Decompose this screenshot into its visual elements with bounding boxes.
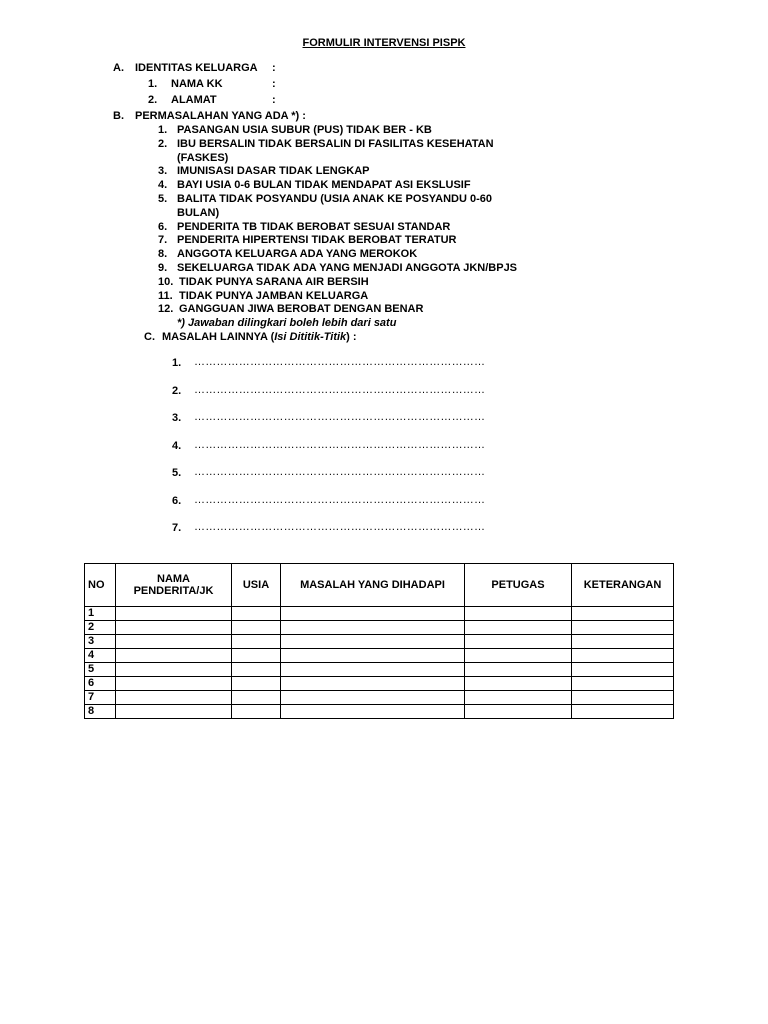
row-number: 4 [85, 649, 116, 663]
table-cell[interactable] [572, 705, 674, 719]
table-cell[interactable] [281, 607, 465, 621]
table-cell[interactable] [116, 607, 232, 621]
table-cell[interactable] [116, 635, 232, 649]
table-cell[interactable] [232, 663, 281, 677]
problem-number: 1. [158, 124, 168, 136]
problem-number: 12. [158, 303, 174, 316]
problem-number: 2. [158, 137, 168, 150]
section-c-letter: C. [144, 331, 155, 343]
section-c-label-suffix: ) : [346, 331, 357, 343]
intervention-table [84, 563, 674, 719]
table-cell[interactable] [465, 635, 572, 649]
problem-text: IMUNISASI DASAR TIDAK LENGKAP [177, 165, 370, 178]
problem-list [158, 124, 518, 317]
form-title: FORMULIR INTERVENSI PISPK [302, 37, 466, 49]
section-c-label-prefix: MASALAH LAINNYA ( [162, 331, 275, 343]
problem-item [158, 165, 518, 179]
problem-text: PASANGAN USIA SUBUR (PUS) TIDAK BER - KB [177, 124, 432, 136]
row-number: 1 [85, 607, 116, 621]
table-cell[interactable] [281, 663, 465, 677]
table-row [85, 663, 674, 677]
table-cell[interactable] [281, 691, 465, 705]
table-row [85, 649, 674, 663]
multiple-answer-note: *) Jawaban dilingkari boleh lebih dari satu [177, 317, 397, 329]
problem-number: 10. [158, 275, 174, 288]
fill-in-dots[interactable]: …………………………………………………………………… [194, 383, 486, 396]
table-cell[interactable] [281, 705, 465, 719]
fill-in-dots[interactable]: …………………………………………………………………… [194, 356, 486, 368]
other-problem-number: 1. [172, 357, 182, 369]
problem-item [158, 262, 518, 276]
fill-in-dots[interactable]: …………………………………………………………………… [194, 466, 486, 478]
table-cell[interactable] [232, 705, 281, 719]
problem-number: 5. [158, 192, 168, 205]
table-cell[interactable] [281, 635, 465, 649]
problem-item [158, 248, 518, 262]
table-cell[interactable] [572, 677, 674, 691]
table-cell[interactable] [116, 705, 232, 719]
problem-text: BALITA TIDAK POSYANDU (USIA ANAK KE POSYANDU 0-60 BULAN) [177, 192, 492, 219]
column-header-keterangan: KETERANGAN [572, 564, 674, 607]
table-cell[interactable] [465, 691, 572, 705]
table-cell[interactable] [232, 677, 281, 691]
table-cell[interactable] [116, 621, 232, 635]
problem-text: IBU BERSALIN TIDAK BERSALIN DI FASILITAS KESEHATAN (FASKES) [177, 137, 494, 164]
problem-item [158, 193, 518, 221]
problem-number: 7. [158, 234, 168, 247]
row-number: 2 [85, 621, 116, 635]
table-cell[interactable] [232, 691, 281, 705]
fill-in-dots[interactable]: …………………………………………………………………… [194, 493, 486, 506]
other-problem-number: 3. [172, 412, 182, 424]
section-b-letter: B. [113, 110, 124, 122]
table-cell[interactable] [116, 677, 232, 691]
table-cell[interactable] [232, 649, 281, 663]
column-header-petugas: PETUGAS [465, 564, 572, 607]
fill-in-dots[interactable]: …………………………………………………………………… [194, 438, 486, 451]
problem-item [158, 138, 518, 166]
table-cell[interactable] [572, 607, 674, 621]
column-header-masalah: MASALAH YANG DIHADAPI [281, 564, 465, 607]
table-cell[interactable] [116, 649, 232, 663]
field-nama-kk-colon: : [272, 78, 276, 90]
table-row [85, 677, 674, 691]
problem-number: 9. [158, 261, 168, 274]
field-alamat-label: ALAMAT [171, 94, 217, 106]
problem-text: ANGGOTA KELUARGA ADA YANG MEROKOK [177, 248, 418, 261]
fill-in-dots[interactable]: …………………………………………………………………… [194, 411, 486, 423]
row-number: 3 [85, 635, 116, 649]
section-a-label: IDENTITAS KELUARGA [135, 62, 258, 74]
problem-text: PENDERITA HIPERTENSI TIDAK BEROBAT TERATUR [177, 234, 457, 247]
section-a-colon: : [272, 62, 276, 74]
table-cell[interactable] [232, 635, 281, 649]
table-cell[interactable] [116, 663, 232, 677]
problem-number: 8. [158, 248, 168, 261]
table-cell[interactable] [465, 663, 572, 677]
table-cell[interactable] [281, 649, 465, 663]
table-cell[interactable] [465, 677, 572, 691]
problem-item [158, 234, 518, 248]
field-alamat-num: 2. [148, 94, 158, 106]
section-a-letter: A. [113, 62, 124, 74]
other-problem-number: 6. [172, 494, 182, 507]
table-cell[interactable] [572, 663, 674, 677]
row-number: 8 [85, 705, 116, 719]
table-cell[interactable] [232, 621, 281, 635]
table-cell[interactable] [232, 607, 281, 621]
section-c-label [162, 330, 357, 344]
table-cell[interactable] [281, 621, 465, 635]
table-row [85, 621, 674, 635]
problem-item [158, 276, 518, 290]
other-problem-number: 7. [172, 522, 182, 534]
problem-text: BAYI USIA 0-6 BULAN TIDAK MENDAPAT ASI EKSLUSIF [177, 179, 471, 192]
other-problem-number: 4. [172, 439, 182, 452]
problem-text: TIDAK PUNYA JAMBAN KELUARGA [179, 289, 369, 302]
other-problem-number: 5. [172, 467, 182, 479]
problem-number: 6. [158, 220, 168, 233]
row-number: 7 [85, 691, 116, 705]
field-nama-kk-num: 1. [148, 78, 158, 90]
table-row [85, 607, 674, 621]
section-c-label-italic: Isi Dititik-Titik [274, 331, 347, 343]
column-header-no: NO [85, 564, 116, 607]
row-number: 6 [85, 677, 116, 691]
table-cell[interactable] [572, 691, 674, 705]
table-cell[interactable] [465, 649, 572, 663]
problem-text: SEKELUARGA TIDAK ADA YANG MENJADI ANGGOTA JKN/BPJS [177, 261, 518, 274]
table-cell[interactable] [572, 649, 674, 663]
table-cell[interactable] [116, 691, 232, 705]
problem-number: 11. [158, 289, 173, 302]
problem-text: TIDAK PUNYA SARANA AIR BERSIH [179, 275, 369, 288]
problem-text: PENDERITA TB TIDAK BEROBAT SESUAI STANDAR [177, 220, 451, 233]
problem-number: 4. [158, 179, 168, 192]
table-cell[interactable] [572, 621, 674, 635]
problem-item [158, 124, 518, 138]
other-problem-number: 2. [172, 384, 182, 397]
fill-in-dots[interactable]: …………………………………………………………………… [194, 521, 486, 533]
table-row [85, 635, 674, 649]
table-cell[interactable] [465, 705, 572, 719]
row-number: 5 [85, 663, 116, 677]
table-header-row [85, 564, 674, 607]
problem-item [158, 290, 518, 304]
problem-item [158, 221, 518, 235]
problem-number: 3. [158, 165, 168, 178]
table-cell[interactable] [465, 621, 572, 635]
problem-item [158, 179, 518, 193]
column-header-nama: NAMA PENDERITA/JK [116, 564, 232, 607]
table-row [85, 691, 674, 705]
problem-text: GANGGUAN JIWA BEROBAT DENGAN BENAR [179, 303, 424, 316]
table-cell[interactable] [572, 635, 674, 649]
table-cell[interactable] [465, 607, 572, 621]
column-header-usia: USIA [232, 564, 281, 607]
table-cell[interactable] [281, 677, 465, 691]
table-row [85, 705, 674, 719]
field-alamat-colon: : [272, 94, 276, 106]
field-nama-kk-label: NAMA KK [171, 78, 223, 90]
section-b-label: PERMASALAHAN YANG ADA *) : [135, 110, 306, 122]
